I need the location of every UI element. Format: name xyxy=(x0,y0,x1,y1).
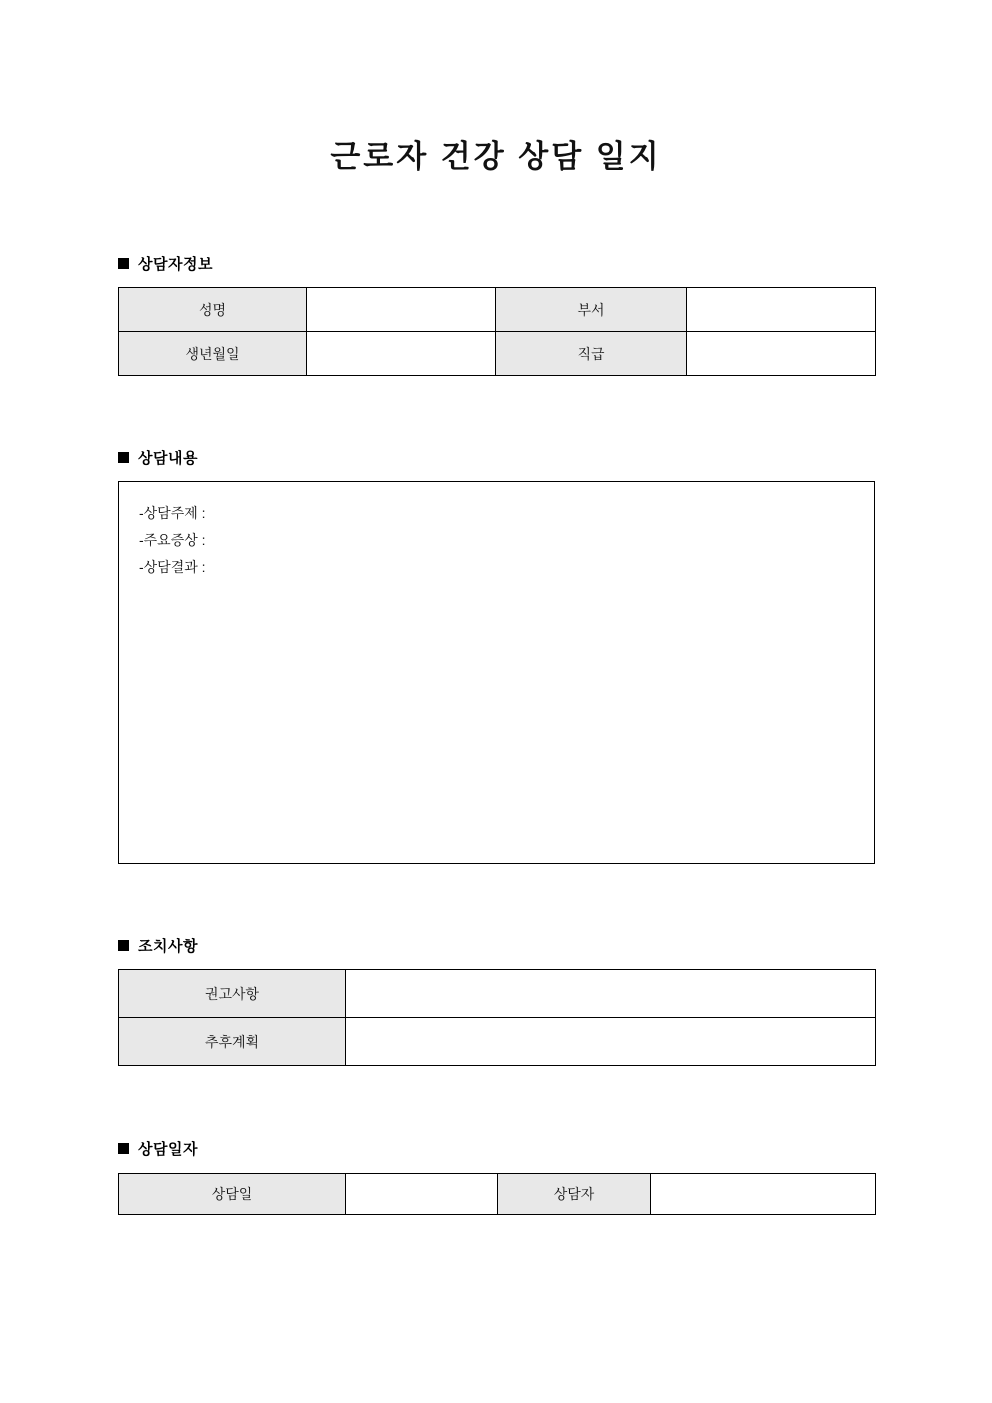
cell-label-consultation-date: 상담일 xyxy=(119,1174,346,1215)
cell-label-counselor: 상담자 xyxy=(498,1174,651,1215)
content-line-topic: -상담주제 : xyxy=(139,505,206,521)
cell-value-birthdate[interactable] xyxy=(307,332,496,376)
section-heading-action-items xyxy=(118,935,198,956)
table-row xyxy=(119,1174,876,1215)
cell-value-consultation-date[interactable] xyxy=(346,1174,498,1215)
section-heading-consultation-date xyxy=(118,1138,198,1159)
cell-value-department[interactable] xyxy=(687,288,876,332)
content-line-symptoms: -주요증상 : xyxy=(139,532,206,548)
cell-value-position[interactable] xyxy=(687,332,876,376)
square-bullet-icon xyxy=(118,258,129,269)
section-heading-label: 조치사항 xyxy=(138,938,198,955)
cell-label-birthdate: 생년월일 xyxy=(119,332,307,376)
square-bullet-icon xyxy=(118,1143,129,1154)
cell-label-recommendation: 권고사항 xyxy=(119,970,346,1018)
cell-label-followup-plan: 추후계획 xyxy=(119,1018,346,1066)
cell-value-followup-plan[interactable] xyxy=(346,1018,876,1066)
section-heading-label: 상담내용 xyxy=(138,450,198,467)
square-bullet-icon xyxy=(118,940,129,951)
cell-label-position: 직급 xyxy=(496,332,687,376)
counselor-info-table xyxy=(118,287,876,376)
section-heading-label: 상담자정보 xyxy=(138,256,213,273)
cell-value-name[interactable] xyxy=(307,288,496,332)
section-heading-label: 상담일자 xyxy=(138,1141,198,1158)
content-line-result: -상담결과 : xyxy=(139,559,206,575)
consultation-date-table xyxy=(118,1173,876,1215)
cell-label-name: 성명 xyxy=(119,288,307,332)
action-items-table xyxy=(118,969,876,1066)
table-row xyxy=(119,288,876,332)
section-heading-consultation-content xyxy=(118,447,198,468)
table-row xyxy=(119,1018,876,1066)
page-title: 근로자 건강 상담 일지 xyxy=(330,139,662,174)
table-row xyxy=(119,332,876,376)
consultation-content-box[interactable] xyxy=(118,481,875,864)
square-bullet-icon xyxy=(118,452,129,463)
section-heading-counselor-info xyxy=(118,253,213,274)
cell-value-recommendation[interactable] xyxy=(346,970,876,1018)
cell-value-counselor[interactable] xyxy=(651,1174,876,1215)
cell-label-department: 부서 xyxy=(496,288,687,332)
table-row xyxy=(119,970,876,1018)
